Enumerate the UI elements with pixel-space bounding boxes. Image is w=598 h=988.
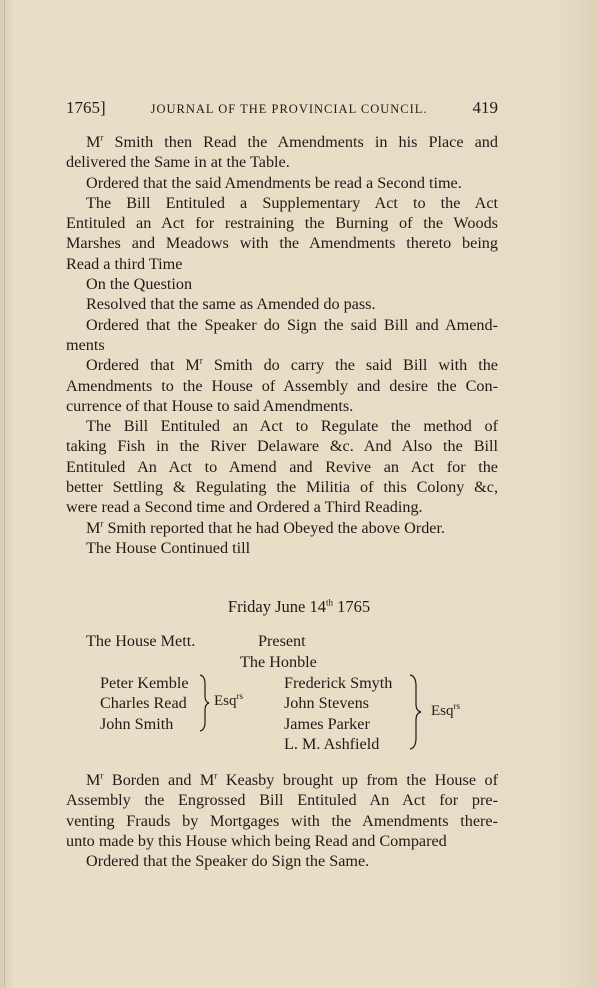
text-run: Assembly the Engrossed Bill Entituled An Act for pre- <box>66 791 498 810</box>
superscript: r <box>100 518 104 529</box>
text-run: Keasby brought up from the House of <box>217 771 498 789</box>
text-run: The Bill Entituled a Supplementary Act to the Act <box>86 193 498 212</box>
body-text-bottom <box>66 770 498 871</box>
text-run: ments <box>66 335 105 354</box>
text-line <box>66 132 498 152</box>
text-run: Borden and M <box>103 771 215 789</box>
running-head-year: 1765] <box>66 98 106 117</box>
text-run: were read a Second time and Ordered a Third Reading. <box>66 498 423 517</box>
date-heading-text: Friday June 14 <box>227 597 326 616</box>
text-run: unto made by this House which being Read and Compared <box>66 831 447 850</box>
text-line <box>66 254 498 274</box>
right-brace <box>408 674 422 750</box>
text-run: Ordered that the Speaker do Sign the Same. <box>86 852 370 871</box>
text-line <box>66 335 498 355</box>
text-run: Amendments to the House of Assembly and desire the Con- <box>66 376 498 395</box>
text-run: currence of that House to said Amendments. <box>66 396 354 415</box>
text-line <box>66 315 498 335</box>
text-line <box>66 436 498 456</box>
text-line <box>66 355 498 375</box>
text-run: M <box>86 133 101 151</box>
member-name: Charles Read <box>100 694 187 713</box>
text-line <box>66 457 498 477</box>
text-run: The Bill Entituled an Act to Regulate the method of <box>86 417 498 436</box>
member-name: Frederick Smyth <box>284 674 393 692</box>
member-name: John Stevens <box>284 694 369 713</box>
left-member-list <box>100 673 189 734</box>
text-run: Ordered that the Speaker do Sign the said Bill and Amend- <box>86 315 498 334</box>
body-text-top <box>66 132 498 558</box>
date-heading-year: 1765 <box>332 597 371 616</box>
text-line <box>66 851 498 871</box>
text-run: Entituled An Act to Amend and Revive an Act for the <box>66 457 498 476</box>
text-run: Resolved that the same as Amended do pass. <box>86 295 376 314</box>
text-run: The House Continued till <box>86 538 251 557</box>
superscript: r <box>100 770 104 781</box>
text-run: Smith then Read the Amendments in his Place and <box>103 133 498 151</box>
right-esq: Esq$^{rs}$ <box>431 701 460 719</box>
superscript: r <box>214 770 218 781</box>
text-run: Ordered that M <box>86 356 200 375</box>
member-name: James Parker <box>284 714 370 733</box>
honble-label: The Honble <box>240 653 317 671</box>
text-run: delivered the Same in at the Table. <box>66 153 290 172</box>
text-line <box>66 376 498 396</box>
text-line <box>66 274 498 294</box>
text-line <box>66 518 498 538</box>
date-heading-sup: th <box>325 597 333 608</box>
text-line <box>66 193 498 213</box>
member-name: John Smith <box>100 714 174 733</box>
text-run: Smith do carry the said Bill with the <box>202 356 498 375</box>
text-run: Entituled an Act for restraining the Burning of the Woods <box>66 214 498 233</box>
running-head <box>66 98 498 120</box>
text-line <box>66 152 498 172</box>
text-run: Read a third Time <box>66 254 183 273</box>
date-heading <box>0 597 598 617</box>
text-run: better Settling & Regulating the Militia of this Colony &c, <box>66 478 498 497</box>
text-line <box>66 497 498 517</box>
binding-gutter <box>4 0 5 988</box>
text-line <box>66 396 498 416</box>
text-line <box>66 831 498 851</box>
text-run: Marshes and Meadows with the Amendments thereto being <box>66 234 498 253</box>
text-line <box>66 294 498 314</box>
member-name: L. M. Ashfield <box>284 734 380 753</box>
text-line <box>66 770 498 790</box>
member-name: Peter Kemble <box>100 674 189 692</box>
text-line <box>66 173 498 193</box>
present-label: Present <box>258 632 306 650</box>
text-line <box>66 538 498 558</box>
running-head-title: JOURNAL OF THE PROVINCIAL COUNCIL. <box>150 102 428 116</box>
text-run: Smith reported that he had Obeyed the above Order. <box>103 518 446 537</box>
text-run: taking Fish in the River Delaware &c. And Also the Bill <box>66 437 498 456</box>
left-esq: Esq$^{rs}$ <box>214 691 243 709</box>
text-run: venting Frauds by Mortgages with the Amendments there- <box>66 811 498 830</box>
text-line <box>66 233 498 253</box>
text-line <box>66 811 498 831</box>
left-brace <box>198 674 210 732</box>
text-run: Ordered that the said Amendments be read a Second time. <box>86 173 462 192</box>
right-member-list <box>284 673 392 754</box>
superscript: r <box>100 132 104 143</box>
text-run: On the Question <box>86 275 193 294</box>
page-number: 419 <box>472 98 498 117</box>
text-line <box>66 477 498 497</box>
text-line <box>66 790 498 810</box>
superscript: r <box>199 355 203 366</box>
text-run: M <box>86 771 101 789</box>
text-run: M <box>86 518 101 537</box>
house-mett: The House Mett. <box>86 632 196 650</box>
text-line <box>66 213 498 233</box>
text-line <box>66 416 498 436</box>
